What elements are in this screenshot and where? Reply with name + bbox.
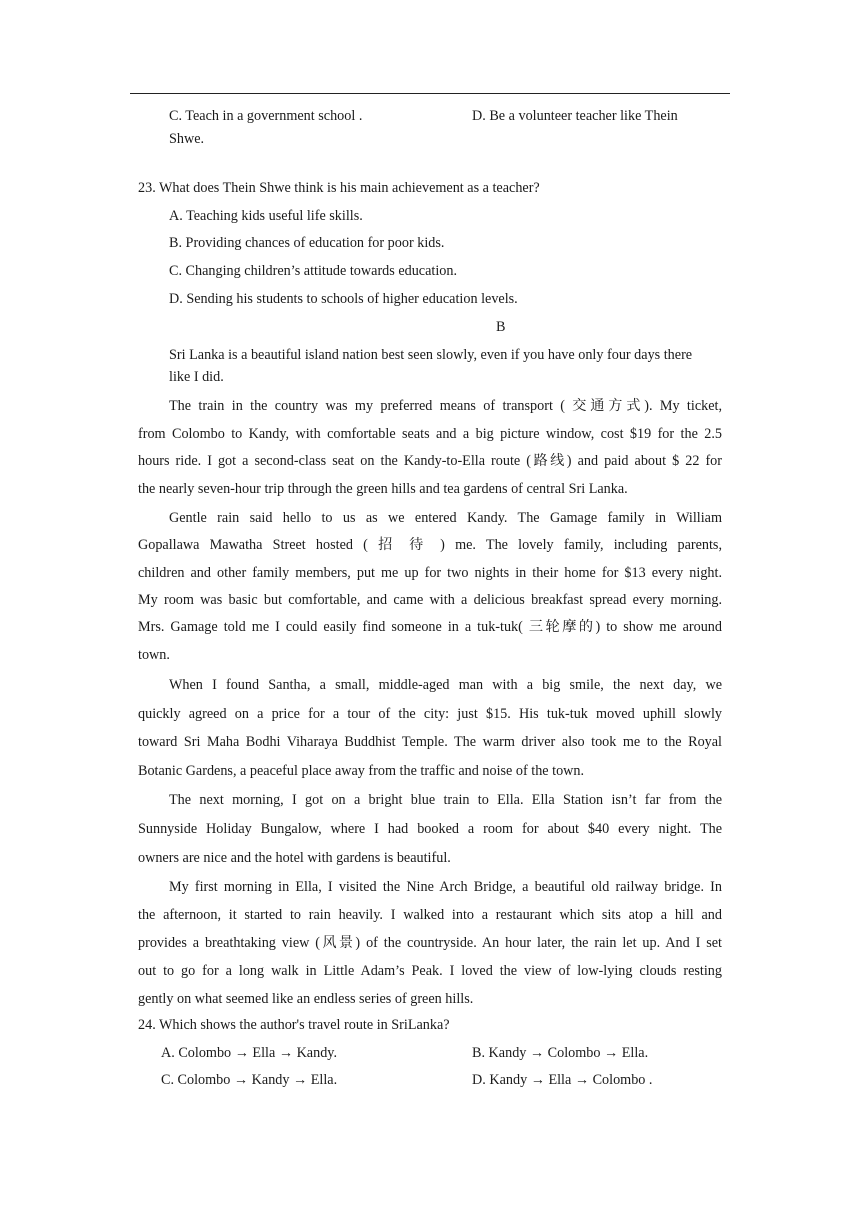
q23-option-a: A. Teaching kids useful life skills. <box>169 208 363 224</box>
passage-line: from Colombo to Kandy, with comfortable seats and a big picture window, cost $19 for the 2.5 <box>138 426 722 442</box>
passage-line: gently on what seemed like an endless series of green hills. <box>138 991 474 1007</box>
passage-line: owners are nice and the hotel with gardens is beautiful. <box>138 850 451 866</box>
passage-line: like I did. <box>169 369 224 385</box>
q22-option-c: C. Teach in a government school . <box>169 108 363 124</box>
passage-line: Gopallawa Mawatha Street hosted ( 招 待 ) me. The lovely family, including parents, <box>138 537 722 553</box>
q23-option-c: C. Changing children’s attitude towards education. <box>169 263 458 279</box>
passage-line: the afternoon, it started to rain heavily. I walked into a restaurant which sits atop a hill and <box>138 907 722 923</box>
q24-option-b: B. Kandy → Colombo → Ella. <box>472 1045 649 1061</box>
passage-line: When I found Santha, a small, middle-aged man with a big smile, the next day, we <box>169 677 722 693</box>
q24-option-d: D. Kandy → Ella → Colombo . <box>472 1072 653 1088</box>
q23-option-d: D. Sending his students to schools of higher education levels. <box>169 291 518 307</box>
q22-option-d-continued: Shwe. <box>169 131 205 147</box>
passage-line: out to go for a long walk in Little Adam’s Peak. I loved the view of low-lying clouds resting <box>138 963 722 979</box>
passage-line: quickly agreed on a price for a tour of the city: just $15. His tuk-tuk moved uphill slowly <box>138 706 722 722</box>
passage-line: Sunnyside Holiday Bungalow, where I had booked a room for about $40 every night. The <box>138 821 722 837</box>
passage-line: children and other family members, put me up for two nights in their home for $13 every night. <box>138 565 722 581</box>
passage-line: toward Sri Maha Bodhi Viharaya Buddhist Temple. The warm driver also took me to the Royal <box>138 734 722 750</box>
passage-line: My room was basic but comfortable, and came with a delicious breakfast spread every morning. <box>138 592 722 608</box>
q23-option-b: B. Providing chances of education for poor kids. <box>169 235 445 251</box>
passage-line: town. <box>138 647 170 663</box>
q24-option-c: C. Colombo → Kandy → Ella. <box>161 1072 338 1088</box>
passage-line: Gentle rain said hello to us as we entered Kandy. The Gamage family in William <box>169 510 722 526</box>
passage-line: the nearly seven-hour trip through the green hills and tea gardens of central Sri Lanka. <box>138 481 628 497</box>
passage-line: hours ride. I got a second-class seat on the Kandy-to-Ella route (路线) and paid about $ 22 for <box>138 453 722 469</box>
passage-line: Botanic Gardens, a peaceful place away from the traffic and noise of the town. <box>138 763 585 779</box>
passage-line: Sri Lanka is a beautiful island nation best seen slowly, even if you have only four days there <box>169 347 693 363</box>
q24-option-a: A. Colombo → Ella → Kandy. <box>161 1045 338 1061</box>
passage-line: My first morning in Ella, I visited the Nine Arch Bridge, a beautiful old railway bridge. In <box>169 879 722 895</box>
q24-question: 24. Which shows the author's travel route in SriLanka? <box>138 1017 450 1033</box>
q22-option-d: D. Be a volunteer teacher like Thein <box>472 108 678 124</box>
passage-line: The next morning, I got on a bright blue train to Ella. Ella Station isn’t far from the <box>169 792 722 808</box>
header-rule <box>130 93 730 94</box>
passage-line: Mrs. Gamage told me I could easily find someone in a tuk-tuk( 三轮摩的) to show me around <box>138 619 722 635</box>
section-b-heading: B <box>496 319 506 335</box>
passage-line: The train in the country was my preferred means of transport ( 交通方式). My ticket, <box>169 398 722 414</box>
q23-question: 23. What does Thein Shwe think is his main achievement as a teacher? <box>138 180 540 196</box>
passage-line: provides a breathtaking view (风景) of the countryside. An hour later, the rain let up. And I set <box>138 935 722 951</box>
